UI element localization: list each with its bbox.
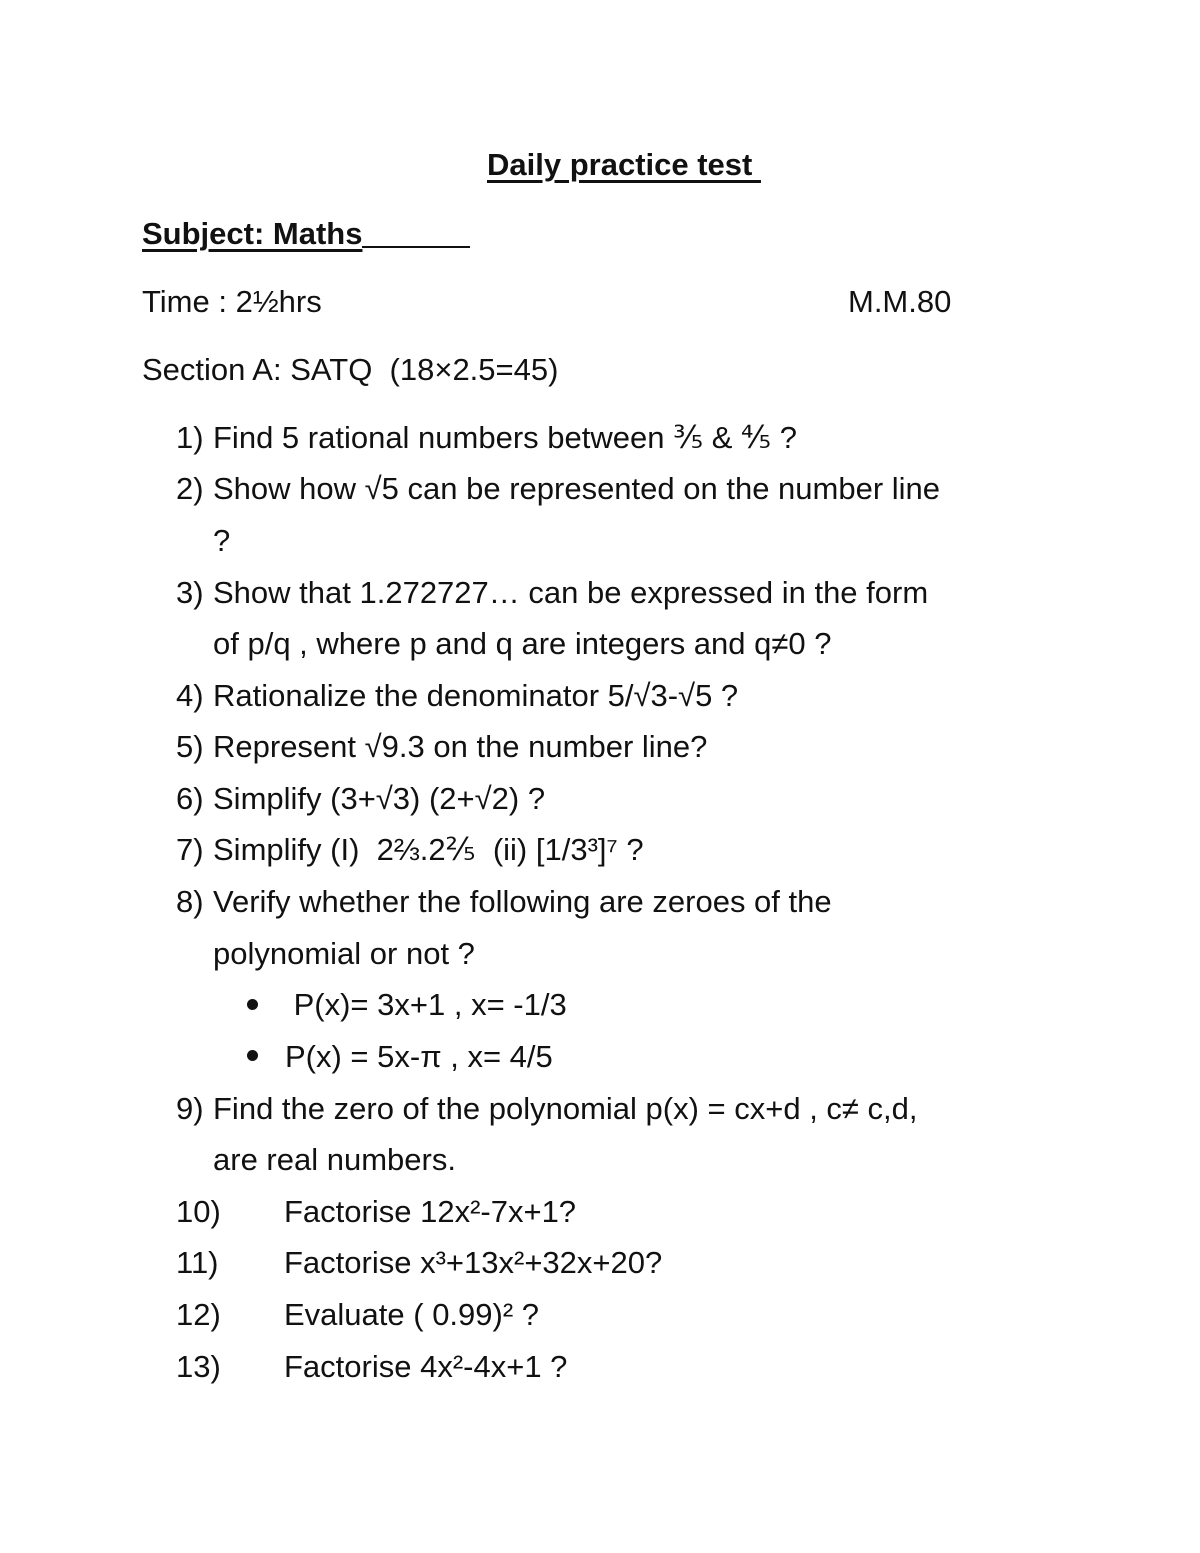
question-number: 11): [176, 1245, 219, 1280]
bullet-icon: [247, 1050, 258, 1061]
question-text-continued: ?: [213, 523, 231, 558]
question-text: Show how √5 can be represented on the number line: [213, 471, 941, 506]
question-text: Rationalize the denominator 5/√3-√5 ?: [213, 678, 739, 713]
question-number: 5): [176, 729, 204, 764]
question-text-continued: of p/q , where p and q are integers and q≠0 ?: [213, 626, 832, 661]
bullet-item: P(x) = 5x-π , x= 4/5: [285, 1039, 553, 1074]
question-text: Find 5 rational numbers between ⅗ & ⅘ ?: [213, 420, 797, 455]
question-text: Evaluate ( 0.99)² ?: [284, 1297, 540, 1332]
question-text: Represent √9.3 on the number line?: [213, 729, 708, 764]
question-number: 9): [176, 1091, 204, 1126]
max-marks-label: M.M.80: [848, 284, 952, 319]
question-number: 13): [176, 1349, 221, 1384]
subject-underline: [362, 216, 470, 248]
page-title: Daily practice test: [487, 147, 761, 182]
question-number: 2): [176, 471, 204, 506]
bullet-icon: [247, 999, 258, 1010]
question-text: Factorise 4x²-4x+1 ?: [284, 1349, 568, 1384]
section-heading: Section A: SATQ (18×2.5=45): [142, 352, 559, 387]
bullet-item: P(x)= 3x+1 , x= -1/3: [285, 987, 567, 1022]
question-text: Simplify (3+√3) (2+√2) ?: [213, 781, 546, 816]
question-text: Factorise x³+13x²+32x+20?: [284, 1245, 663, 1280]
subject-label: Subject: Maths: [142, 216, 363, 251]
question-number: 8): [176, 884, 204, 919]
question-number: 12): [176, 1297, 221, 1332]
question-number: 4): [176, 678, 204, 713]
question-text: Simplify (I) 2⅔.2⅖ (ii) [1/3³]⁷ ?: [213, 832, 644, 867]
time-label: Time : 2½hrs: [142, 284, 322, 319]
question-number: 10): [176, 1194, 221, 1229]
question-text: Find the zero of the polynomial p(x) = cx+d , c≠ c,d,: [213, 1091, 918, 1126]
subject-heading: [142, 216, 470, 252]
question-number: 6): [176, 781, 204, 816]
question-number: 7): [176, 832, 204, 867]
question-text: Verify whether the following are zeroes of the: [213, 884, 832, 919]
question-number: 1): [176, 420, 204, 455]
question-text-continued: are real numbers.: [213, 1142, 456, 1177]
question-number: 3): [176, 575, 204, 610]
question-text: Factorise 12x²-7x+1?: [284, 1194, 577, 1229]
question-text-continued: polynomial or not ?: [213, 936, 475, 971]
question-text: Show that 1.272727… can be expressed in the form: [213, 575, 929, 610]
